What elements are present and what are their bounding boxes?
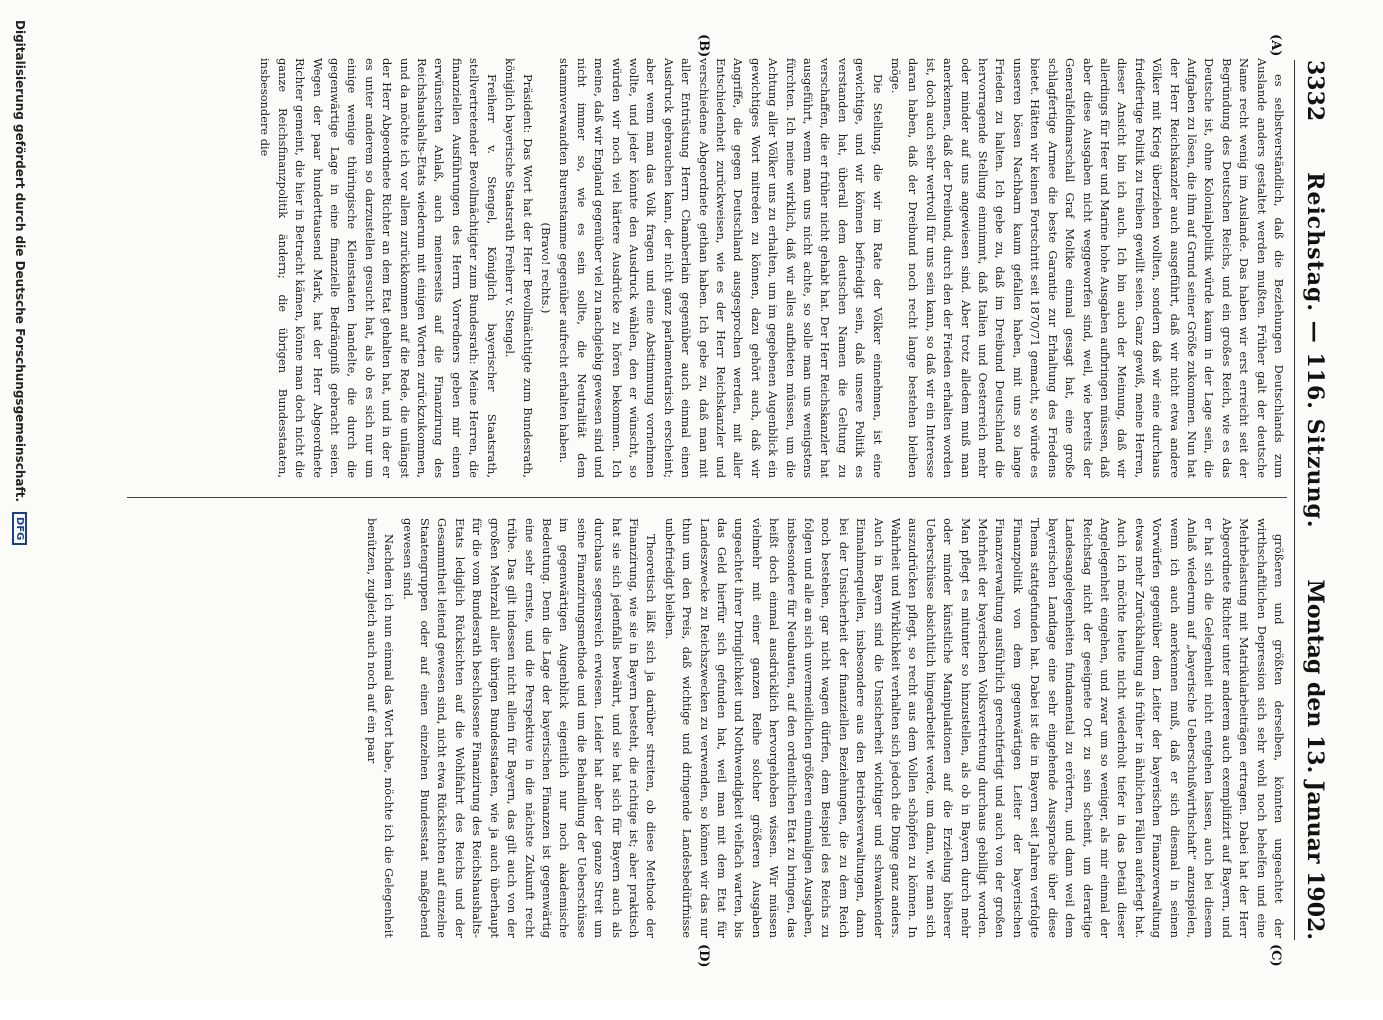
session-title: Reichstag. — 116. Sitzung. (1302, 172, 1328, 529)
president-statement: Präsident: Das Wort hat der Herr Bevollmächtigte zum Bundesrath, königlich bayerische Staatsrath Freiherr v. Stengel. (503, 58, 535, 478)
speech-stengel: Freiherr v. Stengel, Königlich bayerischer Staatsrath, stellvertretender Bevollmächtigter zum Bundesrath: Meine Herren, die finanziellen Ausführungen des Herrn Vorredners geben mir einen erwünschten Anlaß, auch meinerseits auf die Finanzirung des Reichshaushalts-Etats wiederum mit einigen Worten zurückzukommen, und da möchte ich vor allem zurückkommen auf die Rede, die unlängst der Herr Abgeordnete Richter an dem Etat gehalten hat, und in der er es unter anderem so darzustellen gesucht hat, als ob es sich nur um einige wenige thüringische Kleinstaaten handelte, die durch die gegenwärtige Lage in eine finanzielle Bedrängniß gebracht seien. Wegen der paar hunderttausend Mark, hat der Herr Abgeordnete Richter gemeint, die hier in Betracht kämen, könne man doch nicht die ganze Reichsfinanzpolitik ändern; die übrigen Bundesstaaten, insbesondere die (258, 58, 499, 478)
paragraph: Die Stellung, die wir im Rate der Völker einnehmen, ist eine gewichtige, und wir können befriedigt sein, daß unsere Politik es verstanden hat, überall dem deutschen Namen die Geltung zu verschaffen, die er früher nicht gehabt hat. Der Herr Reichskanzler hat ausgeführt, wenn man uns nicht achte, so solle man uns wenigstens fürchten. Ich meine wirklich, daß wir alles aufbieten müssen, um die Achtung aller Völker uns zu erhalten, um im gegebenen Augenblick ein gewichtiges Wort mitreden zu können, dazu gehört auch, daß wir Angriffe, die gegen Deutschland ausgesprochen werden, mit aller Entschiedenheit zurückweisen, wie es der Herr Reichskanzler und verschiedene Abgeordnete gethan haben. Ich gebe zu, daß man mit aller Entrüstung Herrn Chamberlain gegenüber auch einmal einen Ausdruck gebrauchen kann, der nicht ganz parlamentarisch erscheint; aber wenn man das Volk fragen und eine Abstimmung vornehmen wollte, und jeder könnte den Ausdruck wählen, den er wünscht, so würden wir noch viel härtere Ausdrücke zu hören bekommen. Ich meine, daß wir England gegenüber viel zu nachgiebig gewesen sind und nicht immer so, wie es sein sollte, die Neutralität dem stammverwandten Burenstamme gegenüber aufrecht erhalten haben. (557, 58, 885, 478)
digitization-credit (0, 0, 40, 1020)
paragraph: größeren und größten derselben, könnten ungeachtet der wirthschaftlichen Depression sich sehr wohl noch behelfen und eine Mehrbelastung mit Matrikularbeiträgen ertragen. Dabei hat der Herr Abgeordnete Richter unter anderem auch exemplifizirt auf Bayern, und er hat sich die Gelegenheit nicht entgehen lassen, auch bei diesem Anlaß wiederum auf „bayerische Ueberschußwirthschaft“ anzuspielen, wenn ich auch anerkennen muß, daß er sich diesmal in seinen Vorwürfen gegenüber dem Leiter der bayerischen Finanzverwaltung etwas mehr Zurückhaltung als früher in ähnlichen Fällen auferlegt hat. Auch ich möchte heute nicht wiederholt tiefer in das Detail dieser Angelegenheit eingehen, und zwar um so weniger, als mir einmal der Reichstag nicht der geeignete Ort zu sein scheint, um derartige Landesangelegenheiten fundamental zu erörtern, und dann weil dem bayerischen Landtage eine sehr eingehende Aussprache über diese Thema stattgefunden hat. Dabei ist die in Bayern seit Jahren verfolgte Finanzpolitik von dem gegenwärtigen Leiter der bayerischen Finanzverwaltung ausführlich gerechtfertigt und auch von der großen Mehrheit der bayerischen Volksvertretung durchaus gebilligt worden. Man pflegt es mitunter so hinzustellen, als ob in Bayern durch mehr oder minder künstliche Manipulationen auf die Erzielung höherer Ueberschüsse absichtlich hingearbeitet werde, um dann, wie man sich auszudrücken pflegt, so recht aus dem Vollen schöpfen zu können. In Wahrheit und Wirklichkeit verhalten sich jedoch die Dinge ganz anders. Auch in Bayern sind die Unsicherheit wichtiger und schwankender Einnahmequellen, insbesondere aus den Betriebsverwaltungen, dann bei der Unsicherheit der finanziellen Beziehungen, die zu dem Reich noch bestehen, gar nicht wagen dürfen, dem Beispiel des Reichs zu folgen und alle an sich unvermeidlichen größeren einmaligen Ausgaben, insbesondere für Neubauten, auf den ordentlichen Etat zu bringen, das heißt doch einmal ausdrücklich hervorgehoben wissen. Wir müssen vielmehr mit einer ganzen Reihe solcher größeren Ausgaben ungeachtet ihrer Dringlichkeit und Nothwendigkeit vielfach warten, bis das Geld hierfür sich gefunden hat, weil man mit dem Etat für Landeszwecke zu Reichszwecken zu verwenden, so können wir das nur thun um den Preis, daß wichtige und dringende Landesbedürfnisse unbefriedigt bleiben. (662, 518, 1286, 938)
page-number: 3332 (1302, 60, 1328, 122)
credit-text: Digitalisierung gefördert durch die Deutsche Forschungsgemeinschaft. (13, 20, 27, 503)
left-text-column (127, 58, 1287, 478)
paragraph: Nachdem ich nun einmal das Wort habe, möchte ich die Gelegenheit benützen, zugleich auch noch auf ein paar (364, 518, 397, 938)
column-divider (127, 497, 1287, 498)
paragraph: Theoretisch läßt sich ja darüber streiten, ob diese Methode der Finanzirung, wie sie in Bayern besteht, die richtige ist; aber praktisch hat sie sich jedenfalls bewährt, und sie hat sich für Bayern auch als durchaus segensreich erwiesen. Leider hat aber der ganze Streit um seine Finanzirungsmethode und um die Behandlung der Ueberschüsse im gegenwärtigen Augenblick eigentlich nur noch akademische Bedeutung. Denn die Lage der bayerischen Finanzen ist gegenwärtig eine sehr ernste, und die Perspektive in die nächste Zukunft recht trübe. Das gilt indessen nicht allein für Bayern, das gilt auch von der großen Mehrzahl aller übrigen Bundesstaaten, wie ja auch überhaupt für die vom Bundesrath beschlossene Finanzirung des Reichshaushalts-Etats lediglich Rücksichten auf die Wohlfahrt des Reichs und der Gesammtheit leitend gewesen sind, nicht etwa Rücksichten auf einzelne Staatengruppen oder auf einen einzelnen Bundesstaat maßgebend gewesen sind. (400, 518, 659, 938)
margin-marker-b: (B) (696, 34, 711, 58)
paragraph: es selbstverständlich, daß die Beziehungen Deutschlands zum Auslande anders gestaltet werden mußten. Früher galt der deutsche Name recht wenig im Auslande. Das haben wir erst erreicht seit der Begründung des Deutschen Reichs, und ein großes Reich, wie es das Deutsche ist, ohne Kolonialpolitik würde kaum in der Lage sein, die Aufgaben zu lösen, die ihm auf Grund seiner Größe zukommen. Nun hat der Herr Reichskanzler auch ausgeführt, daß wir nicht etwa andere Völker mit Krieg überziehen wollten, sondern daß wir eine durchaus friedfertige Politik zu treiben gewillt seien. Ganz gewiß, meine Herren, dieser Ansicht bin ich auch. Ich bin auch der Meinung, daß wir allerdings für Heer und Marine hohe Ausgaben aufbringen müssen, daß aber diese Ausgaben nicht weggeworfen sind, weil, wie bereits der Generalfeldmarschall Graf Moltke einmal gesagt hat, eine große schlagfertige Armee die beste Garantie zur Erhaltung des Friedens bietet. Hätten wir keinen Fortschritt seit 1870/71 gemacht, so würde es unseren bösen Nachbarn kaum gefallen haben, mit uns so lange Frieden zu halten. Ich gebe zu, daß im Dreibund Deutschland die hervorragende Stellung einnimmt, daß Italien und Oesterreich mehr oder minder auf uns angewiesen sind. Aber trotz alledem muß man anerkennen, daß der Dreibund, durch den der Frieden erhalten worden ist, doch auch sehr wertvoll für uns sein kann, so daß wir ein Interesse daran haben, daß der Dreibund noch recht lange bestehen bleiben möge. (889, 58, 1286, 478)
right-text-column (127, 518, 1287, 938)
margin-marker-a: (A) (1268, 34, 1283, 57)
page-header (1294, 60, 1335, 940)
margin-marker-c: (C) (1268, 944, 1283, 967)
applause-note: (Bravo! rechts.) (538, 222, 553, 314)
margin-marker-d: (D) (696, 944, 711, 968)
dfg-logo: DFG (13, 512, 28, 545)
session-date: Montag den 13. Januar 1902. (1302, 579, 1328, 940)
